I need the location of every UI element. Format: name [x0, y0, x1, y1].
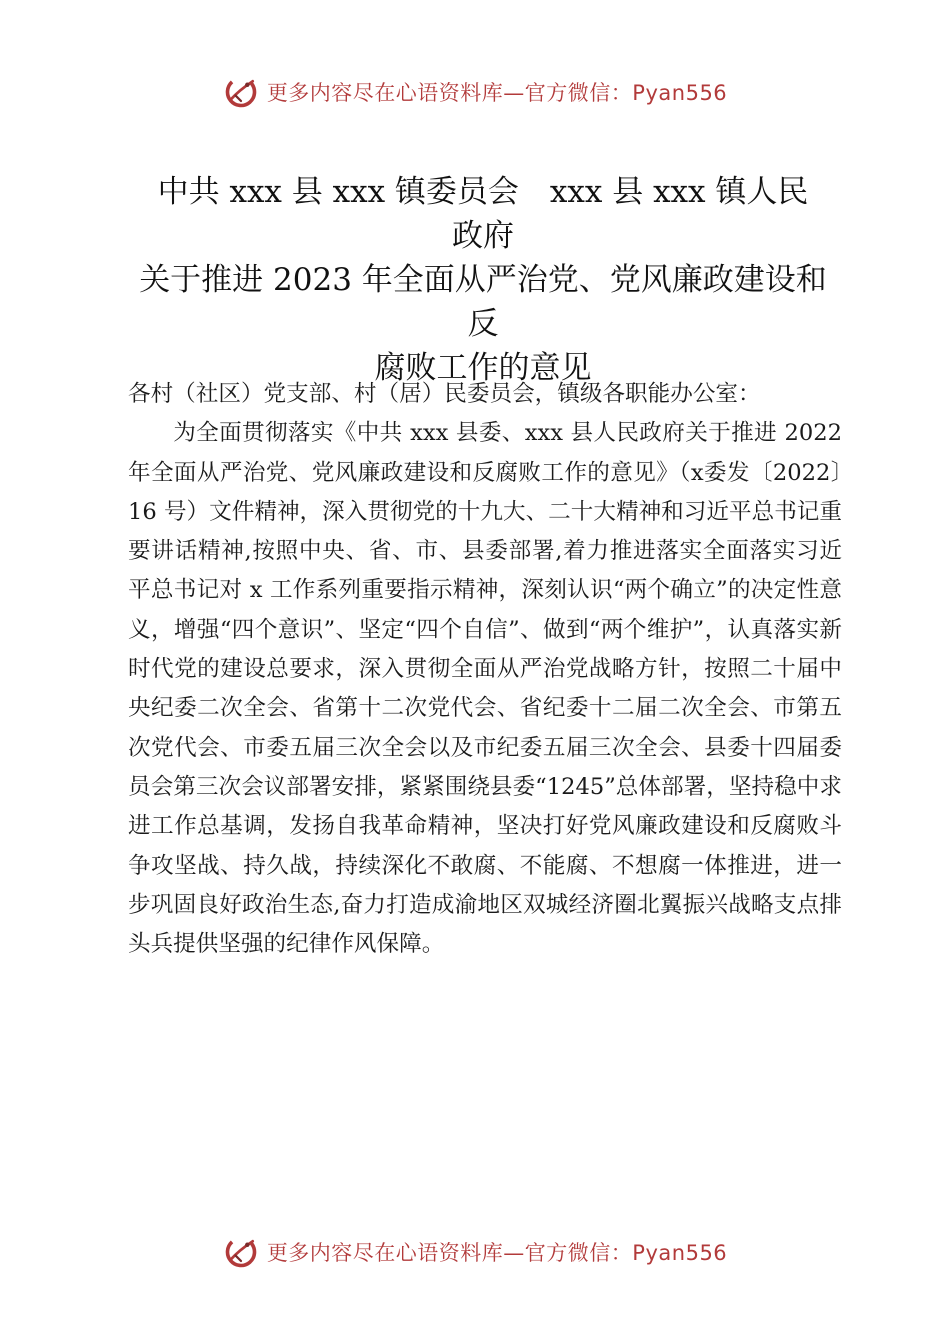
- salutation: 各村（社区）党支部、村（居）民委员会，镇级各职能办公室：: [128, 381, 761, 407]
- watermark-banner-bottom: [0, 1232, 950, 1272]
- brush-circle-logo-icon: [223, 1234, 259, 1270]
- title-line-4: 腐败工作的意见: [374, 350, 592, 386]
- brush-circle-logo-icon: [223, 74, 259, 110]
- title-line-2: 政府: [452, 218, 514, 254]
- watermark-banner-top: [0, 72, 950, 112]
- document-body: [128, 375, 842, 964]
- title-line-3: 关于推进 2023 年全面从严治党、党风廉政建设和反: [139, 262, 827, 342]
- paragraph: 为全面贯彻落实《中共 xxx 县委、xxx 县人民政府关于推进 2022 年全面从严治党、党风廉政建设和反腐败工作的意见》（x委发〔2022〕16 号）文件精神，深入贯彻党的十九大、二十大精神和习近平总书记重要讲话精神,按照中央、省、市、县委部署,着力推进落实全面落实习近平总书记对 x 工作系列重要指示精神，深刻认识“两个确立”的决定性意义，增强“四个意识”、坚定“四个自信”、做到“两个维护”，认真落实新时代党的建设总要求，深入贯彻全面从严治党战略方针，按照二十届中央纪委二次全会、省第十二次党代会、省纪委十二届二次全会、市第五次党代会、市委五届三次全会以及市纪委五届三次全会、县委十四届委员会第三次会议部署安排，紧紧围绕县委“1245”总体部署，坚持稳中求进工作总基调，发扬自我革命精神，坚决打好党风廉政建设和反腐败斗争攻坚战、持久战，持续深化不敢腐、不能腐、不想腐一体推进，进一步巩固良好政治生态,奋力打造成渝地区双城经济圈北翼振兴战略支点排头兵提供坚强的纪律作风保障。: [128, 420, 842, 958]
- watermark-text: 更多内容尽在心语资料库—官方微信：Pyan556: [266, 1241, 728, 1265]
- title-line-1: 中共 xxx 县 xxx 镇委员会 xxx 县 xxx 镇人民: [157, 174, 809, 210]
- watermark-text: 更多内容尽在心语资料库—官方微信：Pyan556: [266, 81, 728, 105]
- document-title: [128, 170, 838, 390]
